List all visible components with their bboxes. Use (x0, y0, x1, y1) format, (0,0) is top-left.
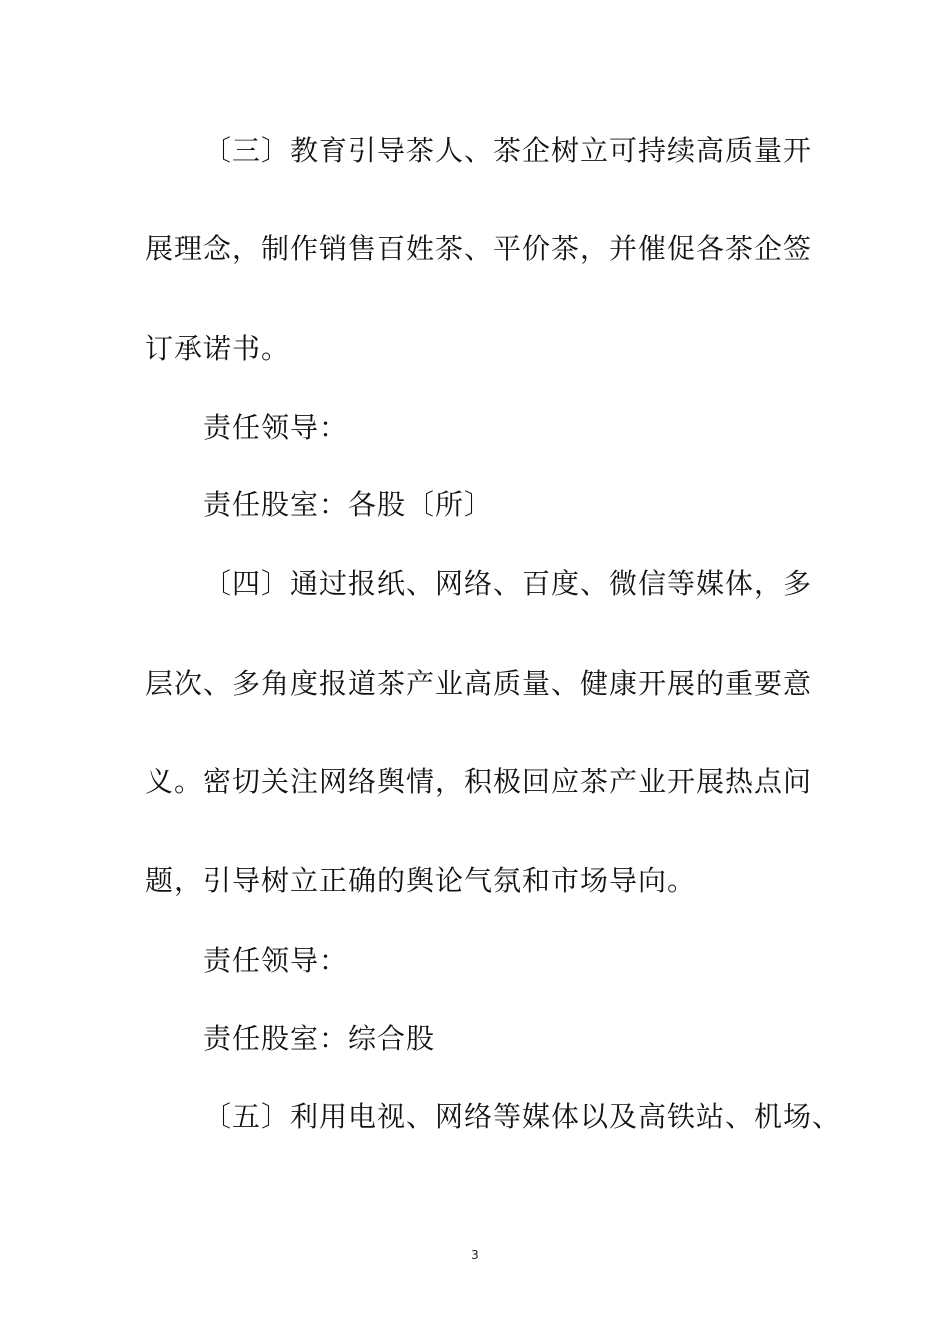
paragraph-4-line-4: 题，引导树立正确的舆论气氛和市场导向。 (145, 864, 697, 897)
responsible-office-2: 责任股室：综合股 (203, 1022, 436, 1055)
paragraph-4-line-3: 义。密切关注网络舆情，积极回应茶产业开展热点问 (145, 765, 813, 798)
paragraph-3-line-1: 〔三〕教育引导茶人、茶企树立可持续高质量开 (203, 134, 813, 167)
responsible-leader-2: 责任领导： (203, 944, 349, 977)
paragraph-4-line-1: 〔四〕通过报纸、网络、百度、微信等媒体，多 (203, 567, 813, 600)
page-number: 3 (471, 1248, 479, 1262)
paragraph-4-line-2: 层次、多角度报道茶产业高质量、健康开展的重要意 (145, 667, 813, 700)
responsible-office-1: 责任股室：各股〔所〕 (203, 488, 494, 521)
responsible-leader-1: 责任领导： (203, 411, 349, 444)
paragraph-3-line-3: 订承诺书。 (145, 332, 291, 365)
paragraph-5-line-1: 〔五〕利用电视、网络等媒体以及高铁站、机场、 (203, 1100, 842, 1133)
paragraph-3-line-2: 展理念，制作销售百姓茶、平价茶，并催促各茶企签 (145, 232, 813, 265)
